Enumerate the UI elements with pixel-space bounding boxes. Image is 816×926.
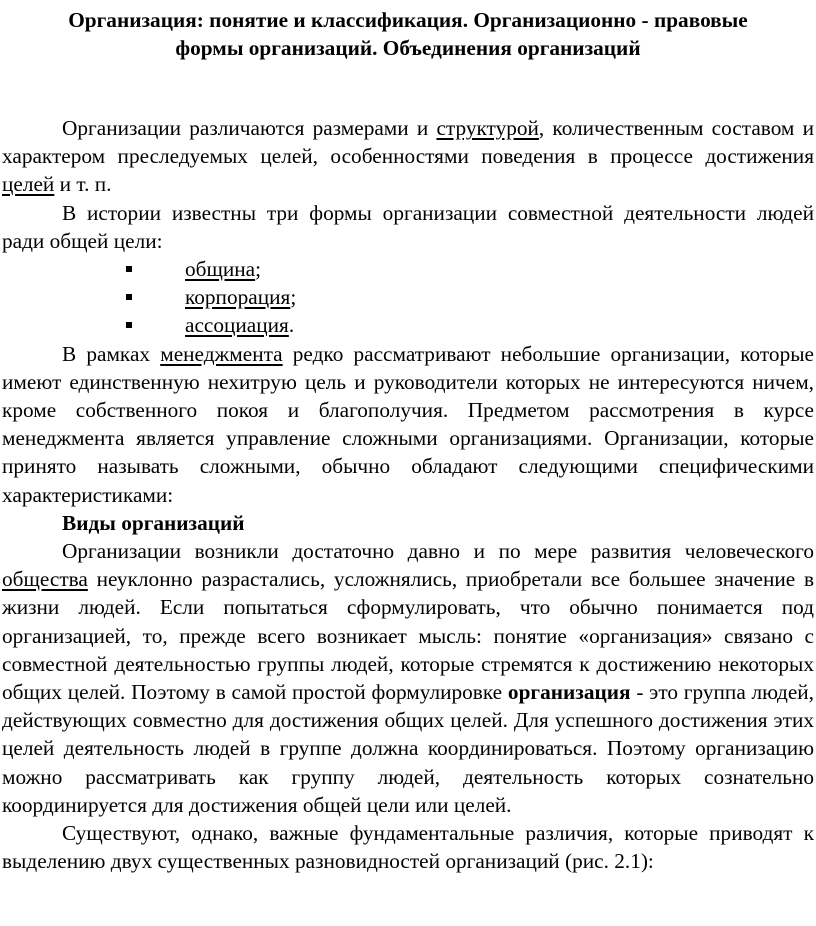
page-title-line-2: формы организаций. Объединения организаций (175, 36, 641, 60)
link-society[interactable]: общества (2, 567, 88, 592)
link-community[interactable]: община (185, 257, 256, 282)
text-run: Организации возникли достаточно давно и по мере развития человеческого (62, 539, 814, 563)
text-run: - это группа людей, действующих совместно для достижения общих целей. Для успешного достижения этих целей деятельность людей в группе должна координироваться. Поэтому организацию можно рассматривать как группу людей, деятельность которых сознательно координируется для достижения общей цели или целей. (2, 680, 815, 817)
page-title (2, 6, 814, 62)
text-run: редко рассматривают небольшие организации, которые имеют единственную нехитрую цель и руководители которых не интересуются ничем, кроме собственного покоя и благополучия. Предметом рассмотрения в курсе менеджмента является управление сложными организациями. Организации, которые принято называть сложными, обычно обладают следующими специфическими характеристиками: (2, 341, 814, 507)
page-title-line-1: Организация: понятие и классификация. Организационно - правовые (68, 8, 748, 32)
punct: . (288, 313, 295, 338)
term-organization: организация (507, 680, 631, 705)
punct: ; (290, 285, 297, 310)
link-structure[interactable]: структурой (436, 116, 539, 140)
paragraph-1 (2, 114, 814, 199)
text-run: и т. п. (54, 172, 112, 197)
list-item (2, 255, 814, 283)
text-run: неуклонно разрастались, усложнялись, приобретали все большее значение в жизни людей. Если попытаться сформулировать, что обычно понимается под организацией, то, прежде всего возникает мысль: понятие «организация» связано с совместной деятельностью группы людей, которые стремятся к достижению некоторых общих целей. Поэтому в самой простой формулировке (2, 567, 814, 705)
bullet-icon (126, 322, 132, 328)
forms-list (2, 255, 814, 340)
text-run: В рамках (62, 341, 161, 366)
text-run: Организации различаются размерами и (62, 116, 437, 140)
list-item (2, 283, 814, 311)
section-heading: Виды организаций (62, 510, 245, 535)
bullet-icon (126, 266, 132, 272)
punct: ; (255, 257, 262, 282)
bullet-icon (126, 294, 132, 300)
title-spacer (2, 62, 814, 114)
link-association[interactable]: ассоциация (185, 313, 289, 338)
paragraph-2: В истории известны три формы организации совместной деятельности людей ради общей цели: (2, 200, 814, 253)
link-corporation[interactable]: корпорация (185, 285, 291, 310)
list-item (2, 311, 814, 339)
link-management[interactable]: менеджмента (160, 341, 283, 366)
document-page (0, 6, 816, 926)
paragraph-4 (2, 537, 814, 819)
paragraph-5: Существуют, однако, важные фундаментальные различия, которые приводят к выделению двух существенных разновидностей организаций (рис. 2.1): (2, 821, 814, 874)
paragraph-3 (2, 340, 814, 509)
link-goals[interactable]: целей (2, 172, 55, 197)
text-run: , количественным составом и характером преследуемых целей, особенностями поведения в процессе достижения (2, 116, 814, 169)
